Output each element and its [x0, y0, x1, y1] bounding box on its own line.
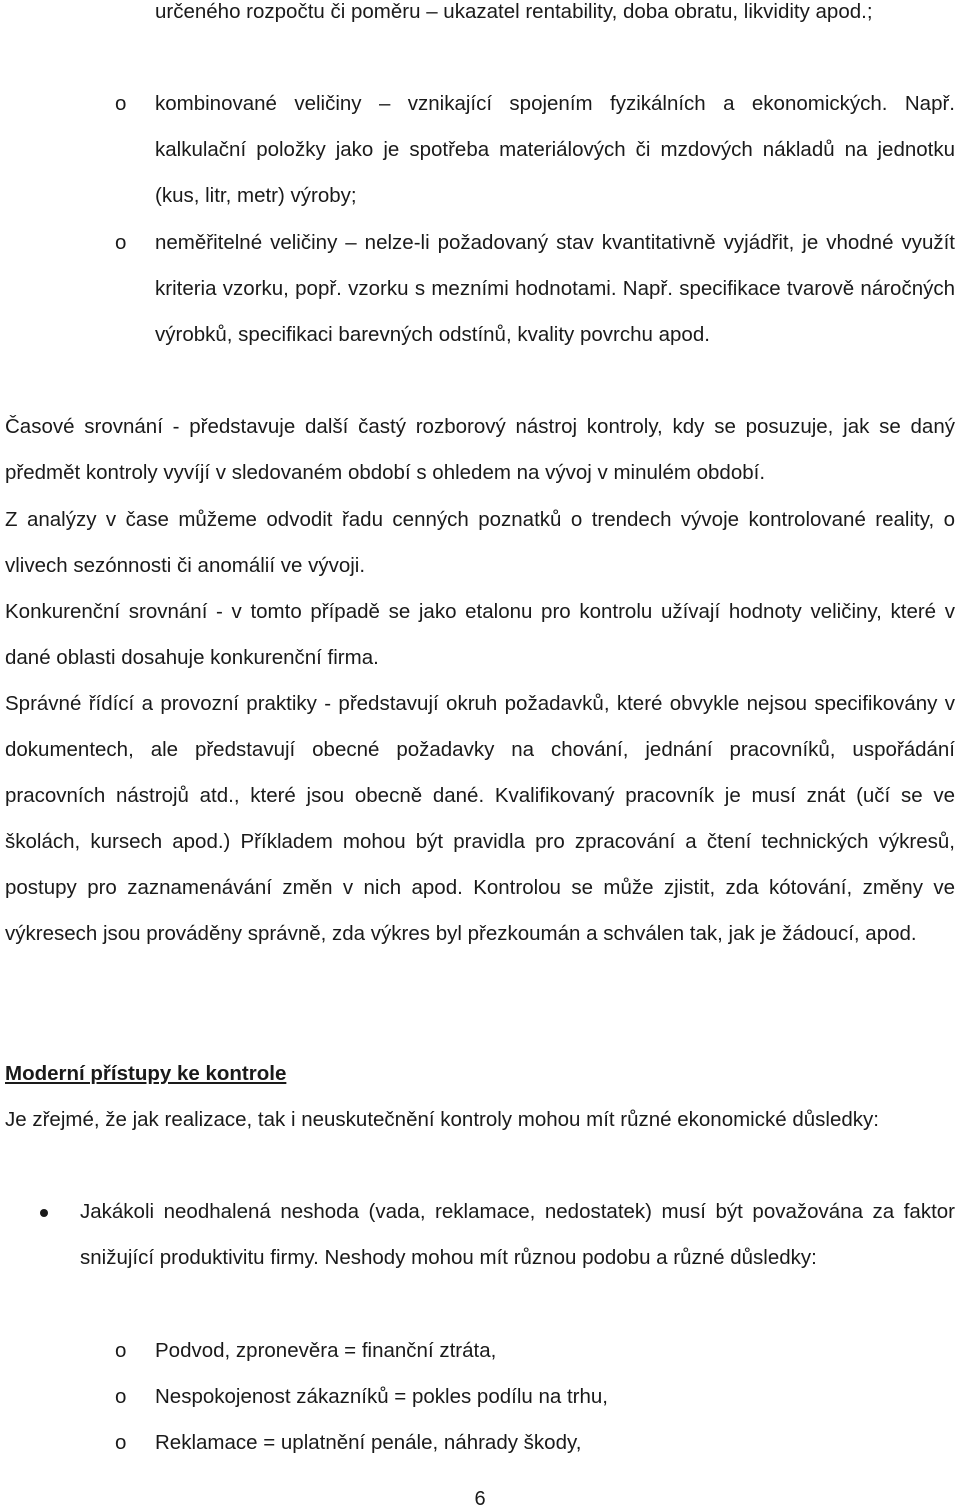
sub-item-fraud: Podvod, zpronevěra = finanční ztráta,: [155, 1339, 497, 1362]
section-intro: Je zřejmé, že jak realizace, tak i neuskutečnění kontroly mohou mít různé ekonomické důsledky:: [5, 1108, 879, 1131]
list-marker: o: [115, 1339, 127, 1362]
paragraph-competitive-comparison: Konkurenční srovnání - v tomto případě se jako etalonu pro kontrolu užívají hodnoty veličiny, které v dané oblasti dosahuje konkurenční firma.: [5, 600, 955, 669]
list-marker: o: [115, 92, 127, 115]
bullet-icon: [40, 1209, 48, 1217]
list-item-continuation: určeného rozpočtu či poměru – ukazatel rentability, doba obratu, likvidity apod.;: [155, 0, 873, 23]
list-marker: o: [115, 1431, 127, 1454]
section-heading: Moderní přístupy ke kontrole: [5, 1062, 287, 1085]
list-item-combined-quantities: kombinované veličiny – vznikající spojením fyzikálních a ekonomických. Např. kalkulační položky jako je spotřeba materiálových či mzdových nákladů na jednotku (kus, litr, metr) výroby;: [155, 92, 955, 207]
sub-item-complaints: Reklamace = uplatnění penále, náhrady škody,: [155, 1431, 582, 1454]
page-number: 6: [474, 1488, 486, 1510]
sub-item-dissatisfaction: Nespokojenost zákazníků = pokles podílu na trhu,: [155, 1385, 608, 1408]
paragraph-time-comparison: Časové srovnání - představuje další častý rozborový nástroj kontroly, kdy se posuzuje, jak se daný předmět kontroly vyvíjí v sledovaném období s ohledem na vývoj v minulém období.: [5, 415, 955, 484]
list-marker: o: [115, 1385, 127, 1408]
list-item-unmeasurable-quantities: neměřitelné veličiny – nelze-li požadovaný stav kvantitativně vyjádřit, je vhodné využít kriteria vzorku, popř. vzorku s mezními hodnotami. Např. specifikace tvarově náročných výrobků, specifikaci barevných odstínů, kvality povrchu apod.: [155, 231, 955, 346]
paragraph-time-analysis: Z analýzy v čase můžeme odvodit řadu cenných poznatků o trendech vývoje kontrolované reality, o vlivech sezónnosti či anomálií ve vývoji.: [5, 508, 955, 577]
paragraph-good-practices: Správné řídící a provozní praktiky - představují okruh požadavků, které obvykle nejsou specifikovány v dokumentech, ale představují obecné požadavky na chování, jednání pracovníků, uspořádání pracovních nástrojů atd., které jsou obecně dané. Kvalifikovaný pracovník je musí znát (učí se ve školách, kursech apod.) Příkladem mohou být pravidla pro zpracování a čtení technických výkresů, postupy pro zaznamenávání změn v nich apod. Kontrolou se může zjistit, zda kótování, změny ve výkresech jsou prováděny správně, zda výkres byl přezkoumán a schválen tak, jak je žádoucí, apod.: [5, 692, 955, 945]
bullet-item-nonconformity: Jakákoli neodhalená neshoda (vada, reklamace, nedostatek) musí být považována za faktor snižující produktivitu firmy. Neshody mohou mít různou podobu a různé důsledky:: [80, 1200, 955, 1269]
list-marker: o: [115, 231, 127, 254]
